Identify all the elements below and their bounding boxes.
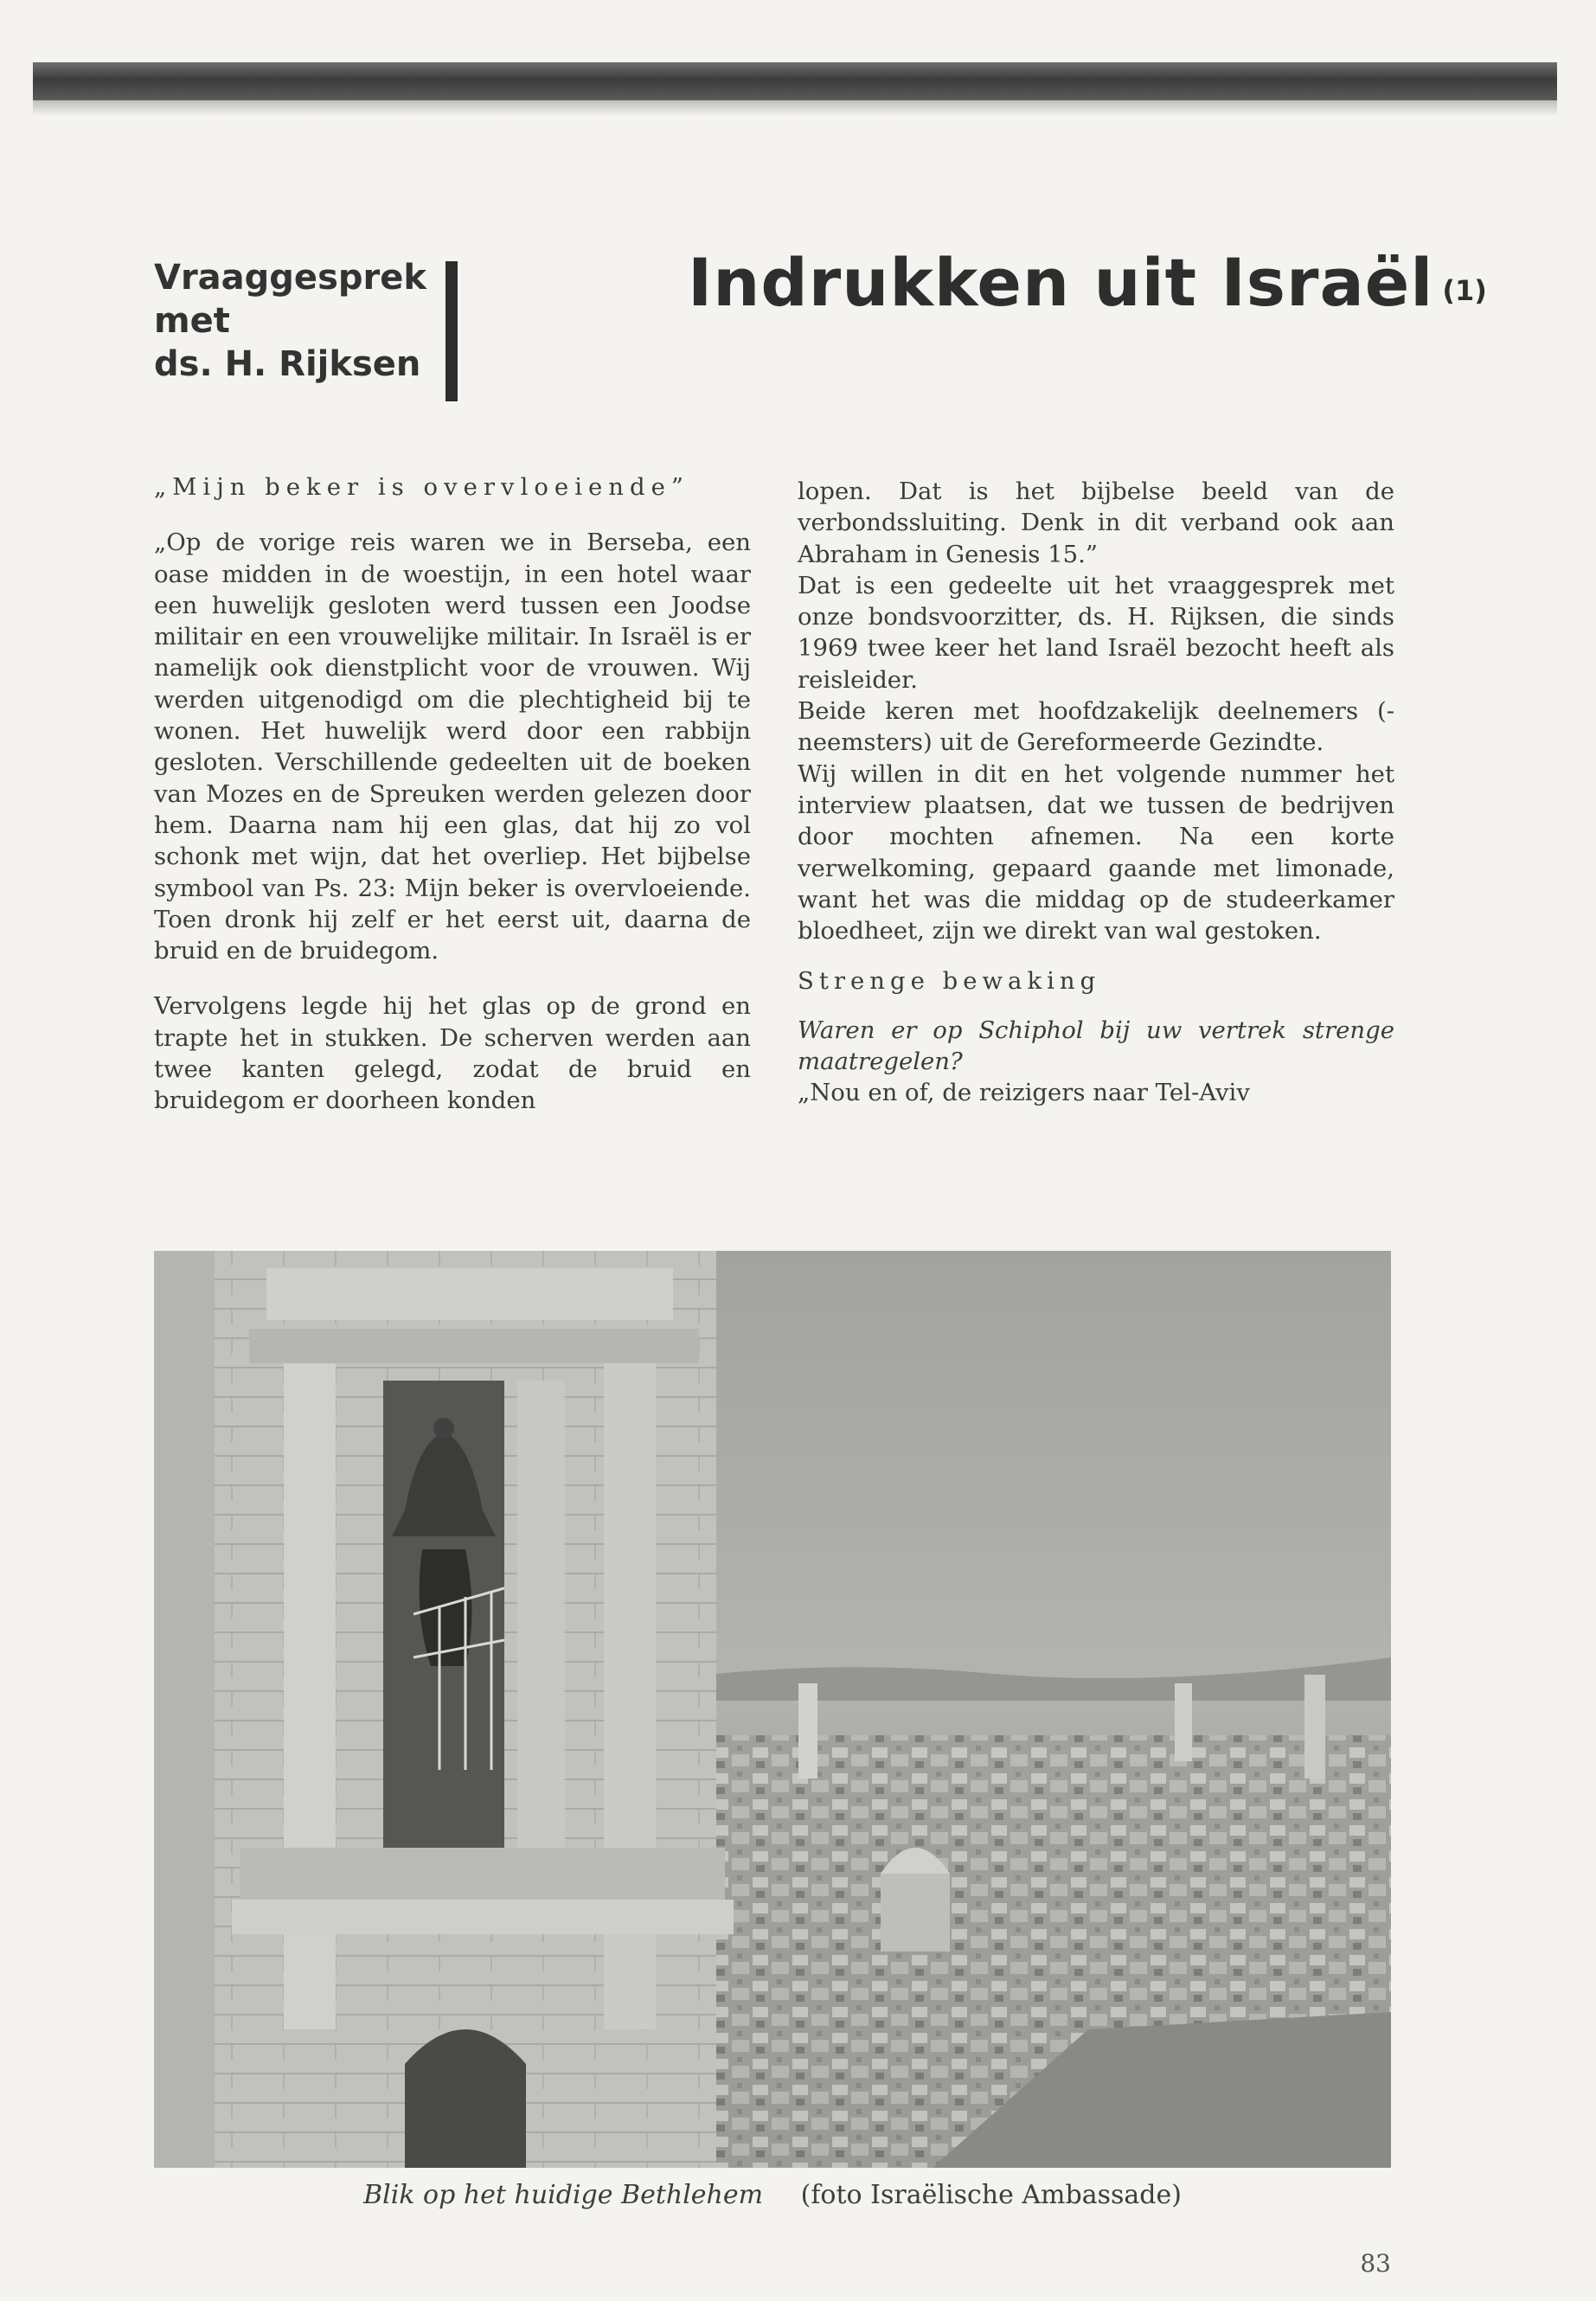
kicker-line-3: ds. H. Rijksen (154, 344, 421, 384)
banner-shadow (33, 100, 1557, 116)
section-subheading: Strenge bewaking (798, 967, 1101, 996)
kicker-line-1: Vraaggesprek (154, 258, 426, 298)
interview-kicker (154, 256, 439, 386)
caption-text: Blik op het huidige Bethlehem (363, 2180, 764, 2210)
paragraph: Vervolgens legde hij het glas op de grond en trapte het in stukken. De scherven werden aan twee kanten gelegd, zodat de bruid en bruidegom er doorheen konden (154, 992, 751, 1115)
title-text: Indrukken uit Israël (688, 244, 1434, 321)
kicker-line-2: met (154, 301, 230, 341)
photo-caption (154, 2178, 1391, 2213)
interview-answer: „Nou en of, de reizigers naar Tel-Aviv (798, 1079, 1250, 1107)
caption-credit: (foto Israëlische Ambassade) (800, 2180, 1182, 2210)
interview-question: Waren er op Schiphol bij uw vertrek strenge maatregelen? (798, 1016, 1394, 1076)
paragraph: Wij willen in dit en het volgende nummer het interview plaatsen, dat we tussen de bedrijven door mochten afnemen. Na een korte verwelkoming, gepaard gaande met limonade, want het was die middag op de studeerkamer bloedheet, zijn we direkt van wal gestoken. (798, 760, 1394, 945)
bethlehem-photo (154, 1251, 1391, 2168)
paragraph: Beide keren met hoofdzakelijk deelnemers (-neemsters) uit de Gereformeerde Gezindte. (798, 697, 1394, 757)
page-number: 83 (1360, 2249, 1391, 2278)
motto-heading: „Mijn beker is overvloeiende” (154, 473, 689, 501)
left-column (154, 471, 751, 1117)
article-title (688, 244, 1487, 330)
top-banner-bar (33, 62, 1557, 100)
part-number: (1) (1442, 274, 1487, 307)
bethlehem-photo-illustration (154, 1251, 1391, 2168)
paragraph: „Op de vorige reis waren we in Berseba, een oase midden in de woestijn, in een hotel waar een huwelijk gesloten werd tussen een Joodse militair en een vrouwelijke militair. In Israël is er namelijk ook dienstplicht voor de vrouwen. Wij werden uitgenodigd om die plechtigheid bij te wonen. Het huwelijk werd door een rabbijn gesloten. Verschillende gedeelten uit de boeken van Mozes en de Spreuken werden gelezen door hem. Daarna nam hij een glas, dat hij zo vol schonk met wijn, dat het overliep. Het bijbelse symbool van Ps. 23: Mijn beker is overvloeiende. Toen dronk hij zelf er het eerst uit, daarna de bruid en de bruidegom. (154, 529, 751, 965)
paragraph: lopen. Dat is het bijbelse beeld van de verbondssluiting. Denk in dit verband ook aan Abraham in Genesis 15.” (798, 478, 1394, 568)
vertical-rule (445, 261, 458, 401)
right-column (798, 476, 1394, 1109)
paragraph: Dat is een gedeelte uit het vraaggesprek met onze bondsvoorzitter, ds. H. Rijksen, die sinds 1969 twee keer het land Israël bezocht heeft als reisleider. (798, 571, 1394, 694)
